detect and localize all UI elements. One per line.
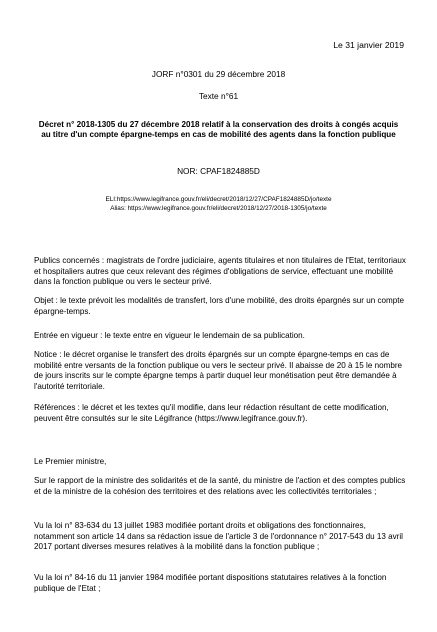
eli-links xyxy=(34,195,403,213)
paragraph-vu-loi-83: Vu la loi n° 83-634 du 13 juillet 1983 modifiée portant droits et obligations des fonctionnaires, notamment son article 14 dans sa rédaction issue de l'article 3 de l'ordonnance n° 2017-543 du 13 avril 2017 portant diverses mesures relatives à la mobilité dans la fonction publique ; xyxy=(34,521,403,552)
document-date: Le 31 janvier 2019 xyxy=(333,40,404,50)
paragraph-notice: Notice : le décret organise le transfert des droits épargnés sur un compte épargne-temps en cas de mobilité entre versants de la fonction publique ou vers le secteur privé. Il abaisse de 20 à 15 le nombre de jours inscrits sur le compte épargne temps à partir duquel leur monétisation peut être demandée à l'autorité territoriale. xyxy=(34,350,403,391)
eli-link[interactable]: ELI:https://www.legifrance.gouv.fr/eli/decret/2018/12/27/CPAF1824885D/jo/texte xyxy=(105,196,332,203)
paragraph-references: Références : le décret et les textes qu'il modifie, dans leur rédaction résultant de cette modification, peuvent être consultés sur le site Légifrance (https://www.legifrance.gouv.fr). xyxy=(34,403,389,423)
paragraph-publics: Publics concernés : magistrats de l'ordre judiciaire, agents titulaires et non titulaires de l'Etat, territoriaux et hospitaliers autres que ceux relevant des régimes d'obligations de service, effectuant une mobilité dans la fonction publique ou vers le secteur privé. xyxy=(34,256,406,287)
paragraph-premier-ministre: Le Premier ministre, xyxy=(34,457,107,466)
paragraph-entree-en-vigueur: Entrée en vigueur : le texte entre en vigueur le lendemain de sa publication. xyxy=(34,331,305,340)
alias-link[interactable]: Alias: https://www.legifrance.gouv.fr/eli/decret/2018/12/27/2018-1305/jo/texte xyxy=(110,205,327,212)
paragraph-vu-loi-84: Vu la loi n° 84-16 du 11 janvier 1984 modifiée portant dispositions statutaires relatives à la fonction publique de l'Etat ; xyxy=(34,573,387,593)
texte-number: Texte n°61 xyxy=(198,91,239,101)
jorf-reference: JORF n°0301 du 29 décembre 2018 xyxy=(151,69,286,79)
paragraph-rapport: Sur le rapport de la ministre des solidarités et de la santé, du ministre de l'action et des comptes publics et de la ministre de la cohésion des territoires et des relations avec les collectivités territoriales ; xyxy=(34,476,406,496)
paragraph-objet: Objet : le texte prévoit les modalités de transfert, lors d'une mobilité, des droits épargnés sur un compte épargne-temps. xyxy=(34,296,404,316)
decree-title: Décret n° 2018-1305 du 27 décembre 2018 relatif à la conservation des droits à congés acquis au titre d'un compte épargne-temps en cas de mobilité des agents dans la fonction publique xyxy=(38,120,399,139)
nor-reference: NOR: CPAF1824885D xyxy=(177,166,260,176)
